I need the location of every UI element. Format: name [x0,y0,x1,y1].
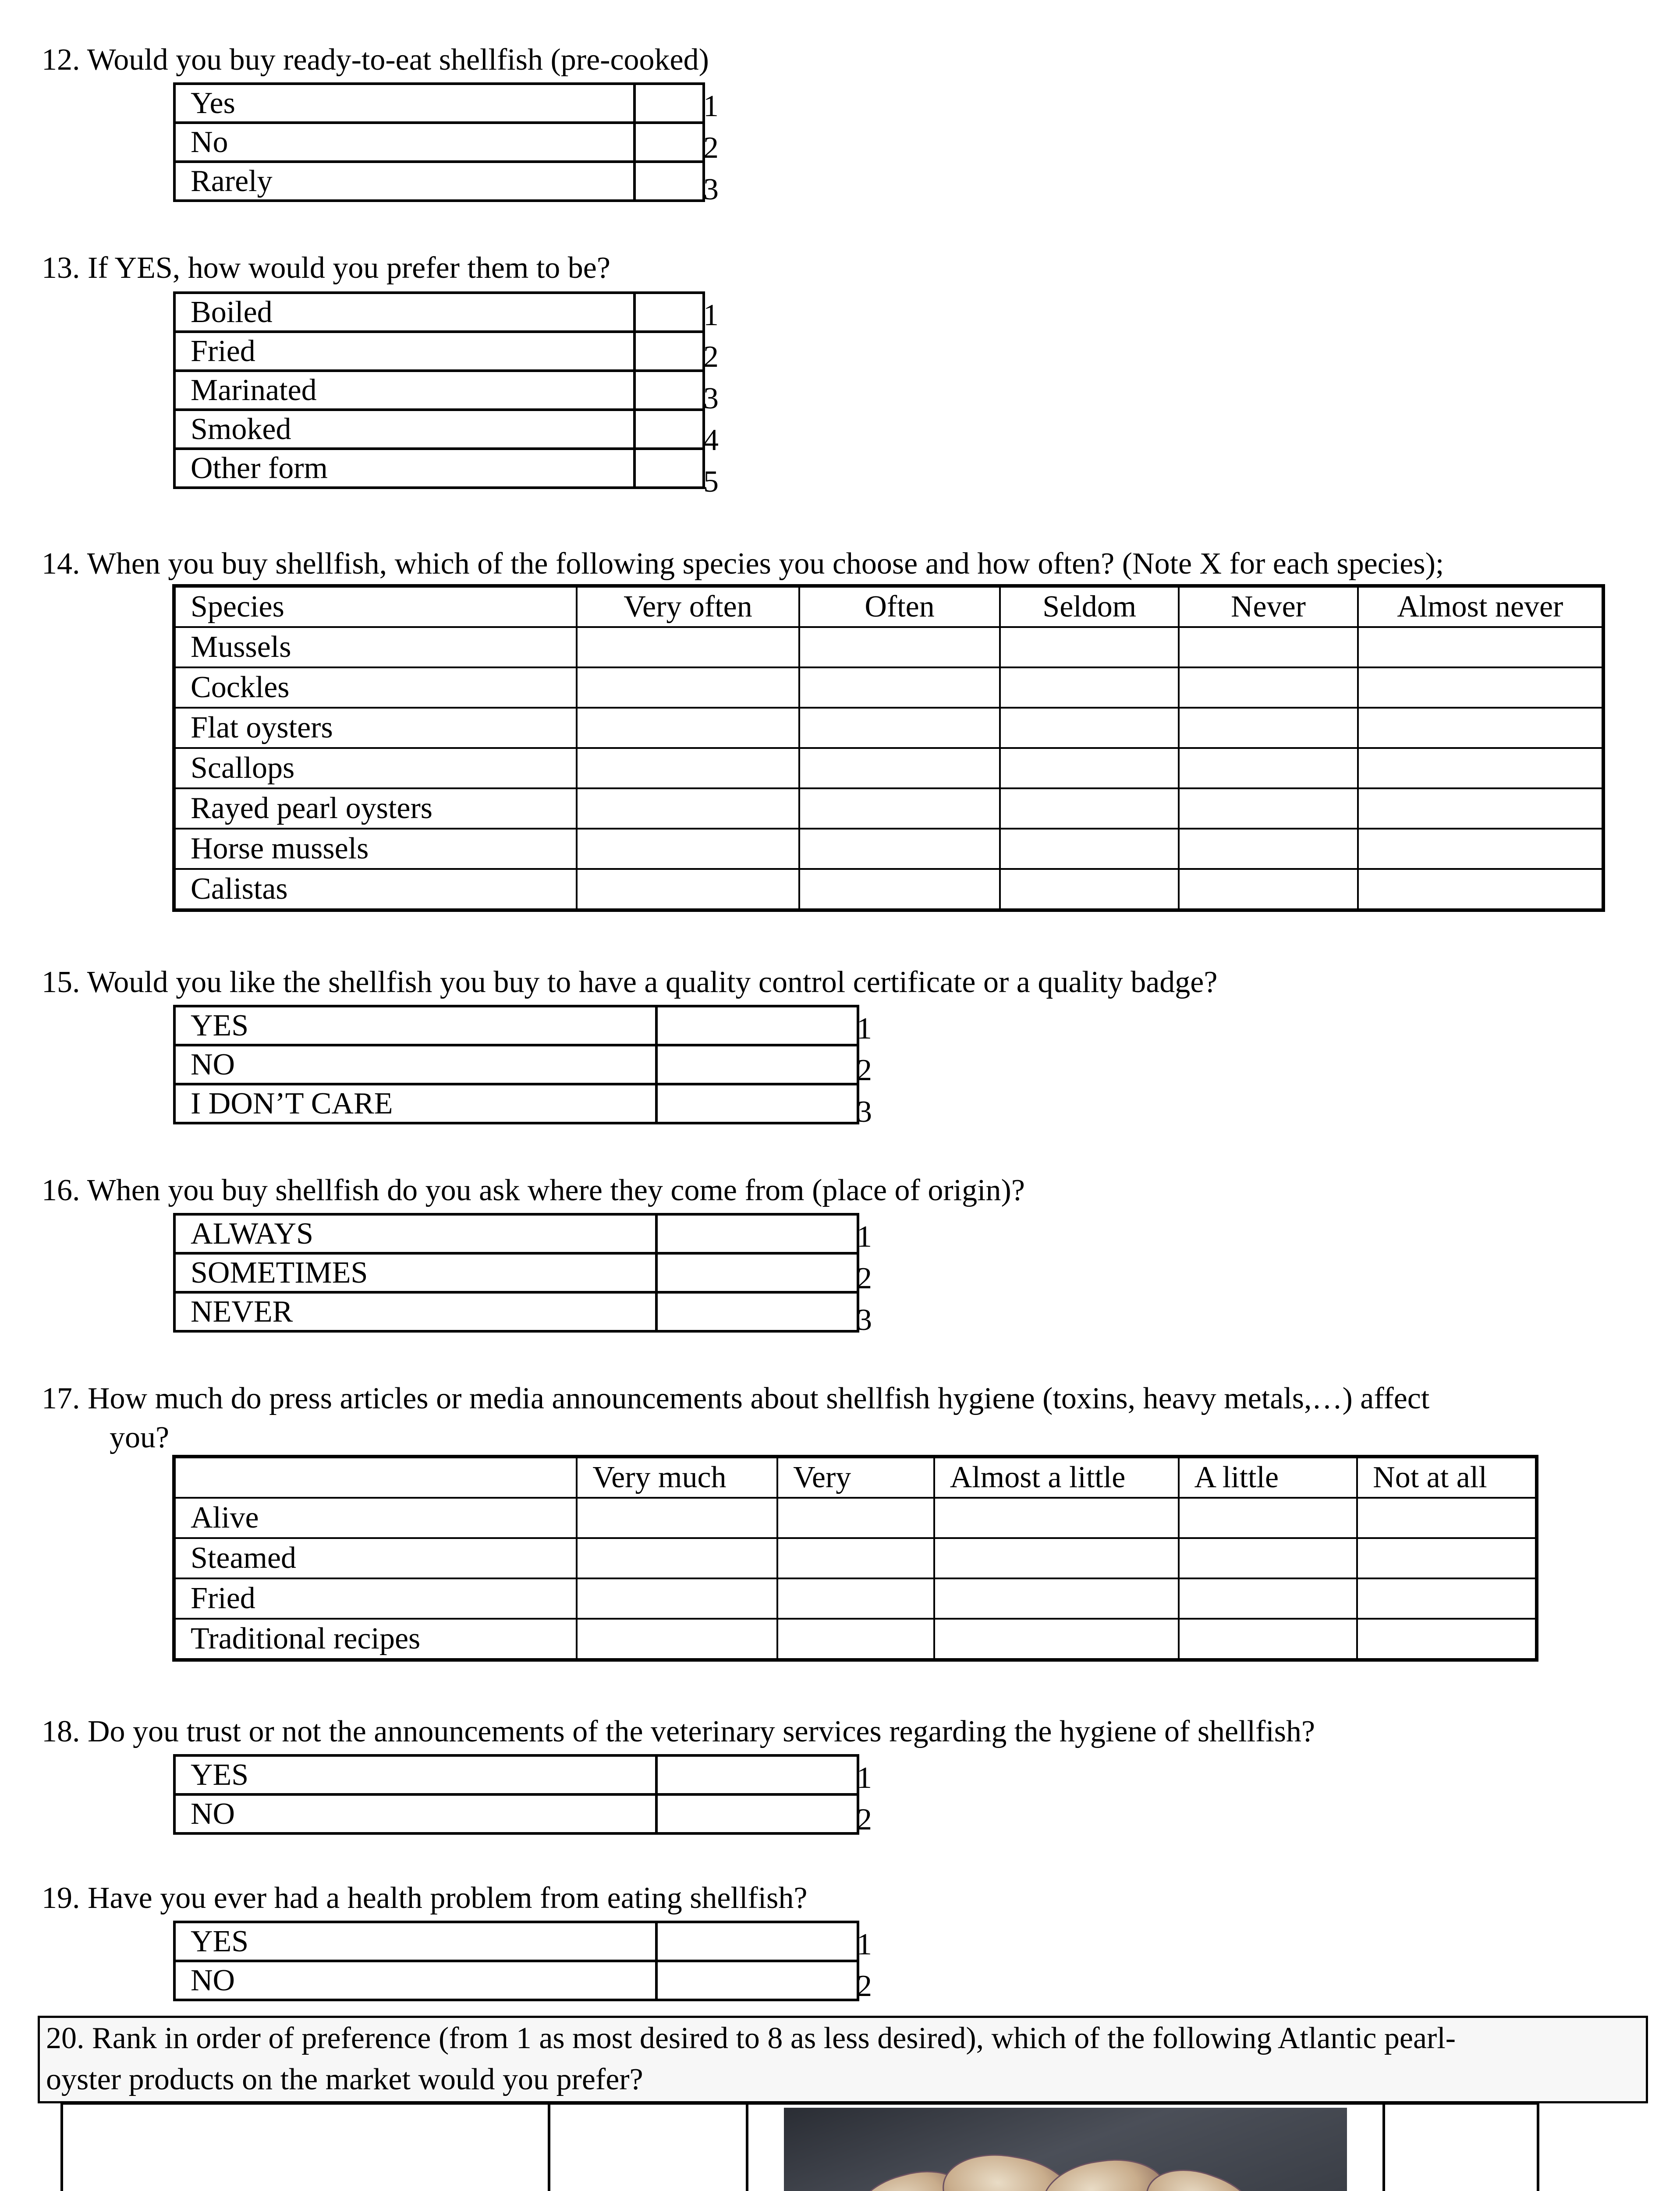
code: 1 [857,1220,872,1254]
q17-cell[interactable] [577,1619,777,1660]
q14-cell[interactable] [1179,708,1357,748]
q14-header: Never [1179,586,1357,627]
q15-answer-cell[interactable] [656,1045,858,1084]
q17-header: A little [1179,1457,1357,1498]
q17-cell[interactable] [1357,1498,1537,1538]
q13-option: Fried [174,332,634,371]
q14-cell[interactable] [577,869,799,910]
q19-codes [857,1924,872,2007]
q18-option: NO [174,1794,656,1833]
q20-question-cont: oyster products on the market would you prefer? [46,2063,643,2096]
table-row [174,788,1603,829]
q12-options-table [173,82,705,202]
q14-cell[interactable] [799,869,1000,910]
q17-header: Very [777,1457,934,1498]
q18-option: YES [174,1755,656,1794]
q14-cell[interactable] [1358,788,1603,829]
q13-answer-cell[interactable] [634,449,704,488]
q12-answer-cell[interactable] [634,162,704,201]
q17-cell[interactable] [577,1538,777,1578]
q19-options-table [173,1921,859,2001]
q17-row-label: Steamed [174,1538,577,1578]
table-row [174,829,1603,869]
q14-cell[interactable] [577,829,799,869]
q17-question-cont: you? [110,1421,170,1454]
q18-codes [857,1757,872,1840]
q18-question: 18. Do you trust or not the announcements of the veterinary services regarding the hygiene of shellfish? [42,1715,1315,1748]
code: 1 [857,1012,872,1046]
q20-product-table [60,2102,1539,2191]
q12-question: 12. Would you buy ready-to-eat shellfish (pre-cooked) [42,43,709,77]
q14-cell[interactable] [1000,788,1179,829]
q20-extra-cell[interactable] [1384,2103,1538,2191]
q14-cell[interactable] [1179,667,1357,708]
q14-header: Almost never [1358,586,1603,627]
q16-answer-cell[interactable] [656,1292,858,1331]
q17-impact-table [172,1455,1538,1662]
q17-cell[interactable] [934,1538,1179,1578]
q16-option: ALWAYS [174,1214,656,1253]
table-row [174,869,1603,910]
q17-question: 17. How much do press articles or media announcements about shellfish hygiene (toxins, heavy metals,…) affect [42,1382,1430,1415]
q16-answer-cell[interactable] [656,1253,858,1292]
code: 2 [857,1053,872,1087]
q14-header-species: Species [174,586,577,627]
q14-header-row [174,586,1603,627]
q19-option: YES [174,1922,656,1961]
q14-cell[interactable] [577,667,799,708]
q14-header: Seldom [1000,586,1179,627]
code: 3 [703,382,719,415]
q20-product-photo-cell [747,2103,1384,2191]
q13-codes [703,294,719,503]
q14-cell[interactable] [1179,869,1357,910]
q14-question: 14. When you buy shellfish, which of the following species you choose and how often? (Note X for each species); [42,547,1444,581]
code: 3 [857,1095,872,1129]
q13-options-table [173,291,705,489]
q19-option: NO [174,1961,656,2000]
table-row [174,627,1603,667]
code: 2 [857,1969,872,2003]
q17-row-label: Fried [174,1578,577,1619]
q20-question: 20. Rank in order of preference (from 1 as most desired to 8 as less desired), which of the following Atlantic pearl- [46,2021,1456,2055]
q14-cell[interactable] [1000,829,1179,869]
q16-option: SOMETIMES [174,1253,656,1292]
code: 5 [703,465,719,499]
q14-cell[interactable] [799,708,1000,748]
code: 2 [703,340,719,374]
q14-cell[interactable] [1179,748,1357,788]
code: 2 [703,131,719,165]
q14-cell[interactable] [1358,667,1603,708]
q12-codes [703,85,719,210]
q17-row-label: Alive [174,1498,577,1538]
q17-cell[interactable] [577,1498,777,1538]
q14-cell[interactable] [577,748,799,788]
q12-option: Yes [174,84,634,123]
q17-cell[interactable] [1179,1498,1357,1538]
q14-cell[interactable] [799,829,1000,869]
q12-option: No [174,123,634,162]
q17-header: Not at all [1357,1457,1537,1498]
q14-cell[interactable] [799,748,1000,788]
q16-question: 16. When you buy shellfish do you ask where they come from (place of origin)? [42,1173,1025,1207]
table-row [174,1538,1537,1578]
q14-species: Horse mussels [174,829,577,869]
q16-answer-cell[interactable] [656,1214,858,1253]
q20-question-box [38,2016,1648,2103]
q17-row-label: Traditional recipes [174,1619,577,1660]
q16-codes [857,1216,872,1341]
q14-species: Mussels [174,627,577,667]
code: 1 [857,1761,872,1795]
q14-cell[interactable] [799,667,1000,708]
q12-answer-cell[interactable] [634,123,704,162]
q16-option: NEVER [174,1292,656,1331]
q14-cell[interactable] [577,708,799,748]
q17-cell[interactable] [577,1578,777,1619]
table-row [174,748,1603,788]
q13-option: Other form [174,449,634,488]
q13-answer-cell[interactable] [634,293,704,332]
q17-cell[interactable] [934,1578,1179,1619]
q15-codes [857,1008,872,1133]
table-row [174,1498,1537,1538]
code: 4 [703,423,719,457]
q13-answer-cell[interactable] [634,332,704,371]
q12-answer-cell[interactable] [634,84,704,123]
q14-species: Calistas [174,869,577,910]
q14-cell[interactable] [577,627,799,667]
q17-cell[interactable] [1357,1578,1537,1619]
q14-cell[interactable] [799,788,1000,829]
code: 3 [857,1303,872,1337]
q17-cell[interactable] [1357,1619,1537,1660]
table-row [174,667,1603,708]
q17-cell[interactable] [934,1498,1179,1538]
q17-cell[interactable] [1179,1619,1357,1660]
q18-answer-cell[interactable] [656,1794,858,1833]
q20-product-row [62,2103,1538,2191]
q14-cell[interactable] [1358,748,1603,788]
code: 1 [703,89,719,123]
q15-answer-cell[interactable] [656,1084,858,1123]
q14-cell[interactable] [1179,788,1357,829]
q13-answer-cell[interactable] [634,410,704,449]
q13-option: Smoked [174,410,634,449]
q14-cell[interactable] [1179,829,1357,869]
q17-cell[interactable] [777,1619,934,1660]
q19-answer-cell[interactable] [656,1922,858,1961]
code: 1 [857,1928,872,1961]
q14-species: Scallops [174,748,577,788]
code: 3 [703,173,719,206]
q14-cell[interactable] [1358,708,1603,748]
oyster-shell [1248,2184,1347,2191]
q15-options-table [173,1005,859,1124]
table-row [174,1619,1537,1660]
q18-options-table [173,1754,859,1835]
q17-header: Very much [577,1457,777,1498]
q17-header: Almost a little [934,1457,1179,1498]
q15-question: 15. Would you like the shellfish you buy to have a quality control certificate or a quality badge? [42,965,1218,999]
q14-species: Cockles [174,667,577,708]
q14-cell[interactable] [1000,748,1179,788]
table-row [174,708,1603,748]
q15-answer-cell[interactable] [656,1006,858,1045]
q14-cell[interactable] [1179,627,1357,667]
q17-header-row [174,1457,1537,1498]
q14-header: Very often [577,586,799,627]
q16-options-table [173,1213,859,1333]
code: 2 [857,1262,872,1295]
q14-cell[interactable] [1358,829,1603,869]
q13-option: Boiled [174,293,634,332]
q19-answer-cell[interactable] [656,1961,858,2000]
q18-answer-cell[interactable] [656,1755,858,1794]
q14-header: Often [799,586,1000,627]
q14-cell[interactable] [799,627,1000,667]
q14-cell[interactable] [1358,869,1603,910]
q17-cell[interactable] [1179,1578,1357,1619]
code: 1 [703,298,719,332]
q17-cell[interactable] [934,1619,1179,1660]
q14-cell[interactable] [1000,667,1179,708]
q14-cell[interactable] [1000,708,1179,748]
q19-question: 19. Have you ever had a health problem from eating shellfish? [42,1881,808,1915]
q17-header-empty [174,1457,577,1498]
q13-option: Marinated [174,371,634,410]
q14-cell[interactable] [1000,627,1179,667]
q13-question: 13. If YES, how would you prefer them to be? [42,251,610,285]
q15-option: YES [174,1006,656,1045]
oyster-photo [784,2108,1347,2191]
q20-rank-cell[interactable] [549,2103,747,2191]
q12-option: Rarely [174,162,634,201]
q17-cell[interactable] [1179,1538,1357,1578]
table-row [174,1578,1537,1619]
q17-cell[interactable] [777,1578,934,1619]
q15-option: NO [174,1045,656,1084]
q20-product-label [62,2103,549,2191]
q15-option: I DON’T CARE [174,1084,656,1123]
q14-species: Flat oysters [174,708,577,748]
q14-frequency-table [172,584,1605,912]
q13-answer-cell[interactable] [634,371,704,410]
q17-cell[interactable] [777,1498,934,1538]
q14-cell[interactable] [577,788,799,829]
q17-cell[interactable] [1357,1538,1537,1578]
q14-cell[interactable] [1000,869,1179,910]
q14-species: Rayed pearl oysters [174,788,577,829]
q14-cell[interactable] [1358,627,1603,667]
code: 2 [857,1803,872,1836]
q17-cell[interactable] [777,1538,934,1578]
